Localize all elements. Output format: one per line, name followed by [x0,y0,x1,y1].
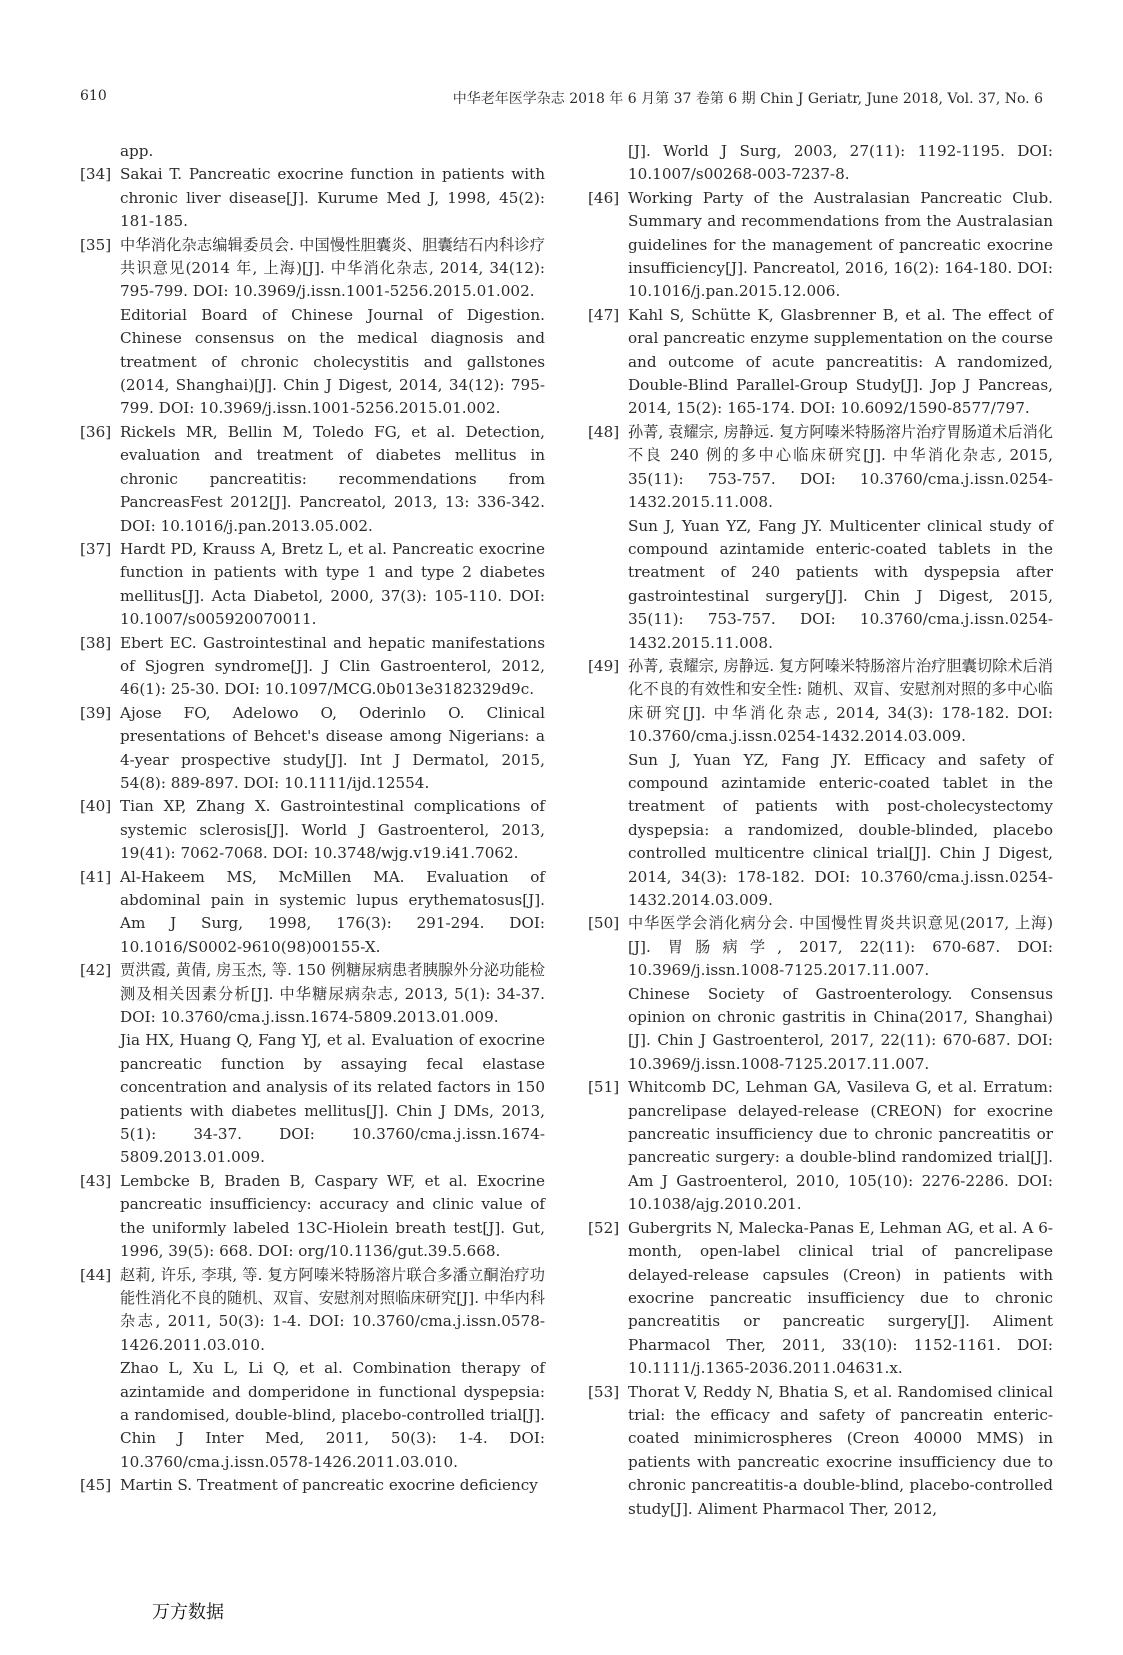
reference-text: Editorial Board of Chinese Journal of Digestion. Chinese consensus on the medical diagnosis and treatment of chronic cholecystitis and gallstones (2014, Shanghai)[J]. Chin J Digest, 2014, 34(12): 795-799. DOI: 10.3969/j.issn.1001-5256.2015.01.002. [120,305,545,418]
running-header [80,88,1043,110]
reference-entry [588,655,1053,912]
reference-text: 孙菁, 袁耀宗, 房静远. 复方阿嗪米特肠溶片治疗胃肠道术后消化不良 240 例的多中心临床研究[J]. 中华消化杂志, 2015, 35(11): 753-757. DOI: 10.3760/cma.j.issn.0254-1432.2015.11.008. [628,422,1053,512]
reference-text: Sun J, Yuan YZ, Fang JY. Multicenter clinical study of compound azintamide enteric-coated tablets in the treatment of 240 patients with dyspepsia after gastrointestinal surgery[J]. Chin J Digest, 2015, 35(11): 753-757. DOI: 10.3760/cma.j.issn.0254-1432.2015.11.008. [628,516,1053,652]
reference-number: [49] [588,656,620,675]
reference-number: [45] [80,1476,112,1495]
reference-entry [80,795,545,865]
reference-text: Martin S. Treatment of pancreatic exocrine deficiency [120,1476,538,1495]
reference-entry [80,1170,545,1264]
reference-number: [34] [80,165,112,184]
reference-number: [51] [588,1078,620,1097]
page-number: 610 [80,88,107,104]
reference-text: Al-Hakeem MS, McMillen MA. Evaluation of abdominal pain in systemic lupus erythematosus[J]. Am J Surg, 1998, 176(3): 291-294. DOI: 10.1016/S0002-9610(98)00155-X. [120,867,545,956]
reference-number: [40] [80,797,112,816]
reference-text: Zhao L, Xu L, Li Q, et al. Combination therapy of azintamide and domperidone in functional dyspepsia: a randomised, double-blind, placebo-controlled trial[J]. Chin J Inter Med, 2011, 50(3): 1-4. DOI: 10.3760/cma.j.issn.0578-1426.2011.03.010. [120,1359,545,1471]
reference-entry [80,421,545,538]
journal-citation: 中华老年医学杂志 2018 年 6 月第 37 卷第 6 期 Chin J Geriatr, June 2018, Vol. 37, No. 6 [452,91,1043,107]
reference-entry [588,187,1053,304]
reference-text: 贾洪霞, 黄倩, 房玉杰, 等. 150 例糖尿病患者胰腺外分泌功能检测及相关因素分析[J]. 中华糖尿病杂志, 2013, 5(1): 34-37. DOI: 10.3760/cma.j.issn.1674-5809.2013.01.009. [120,961,545,1027]
reference-number: [53] [588,1382,620,1401]
reference-number: [41] [80,867,112,886]
reference-number: [36] [80,422,112,441]
reference-number: [50] [588,914,620,933]
reference-text: Rickels MR, Bellin M, Toledo FG, et al. Detection, evaluation and treatment of diabetes mellitus in chronic pancreatitis: recommendations from PancreasFest 2012[J]. Pancreatol, 2013, 13: 336-342. DOI: 10.1016/j.pan.2013.05.002. [120,422,545,535]
reference-entry [588,1217,1053,1381]
reference-entry [80,1474,545,1497]
reference-text: Working Party of the Australasian Pancreatic Club. Summary and recommendations from the Australasian guidelines for the management of pancreatic exocrine insufficiency[J]. Pancreatol, 2016, 16(2): 164-180. DOI: 10.1016/j.pan.2015.12.006. [628,188,1053,301]
reference-number: [46] [588,188,620,207]
reference-text: Kahl S, Schütte K, Glasbrenner B, et al. The effect of oral pancreatic enzyme supplementation on the course and outcome of acute pancreatitis: A randomized, Double-Blind Parallel-Group Study[J]. Jop J Pancreas, 2014, 15(2): 165-174. DOI: 10.6092/1590-8577/797. [628,305,1053,418]
reference-text: Hardt PD, Krauss A, Bretz L, et al. Pancreatic exocrine function in patients with type 1 and type 2 diabetes mellitus[J]. Acta Diabetol, 2000, 37(3): 105-110. DOI: 10.1007/s005920070011. [120,539,545,629]
reference-entry [80,866,545,960]
reference-entry [588,1076,1053,1216]
reference-text: 孙菁, 袁耀宗, 房静远. 复方阿嗪米特肠溶片治疗胆囊切除术后消化不良的有效性和安全性: 随机、双盲、安慰剂对照的多中心临床研究[J]. 中华消化杂志, 2014, 34(3): 178-182. DOI: 10.3760/cma.j.issn.0254-1432.2014.03.009. [628,656,1053,746]
reference-entry [80,702,545,796]
reference-number: [35] [80,235,112,254]
wanfang-watermark: 万方数据 [152,1602,224,1623]
right-column [588,140,1053,1521]
reference-text: Thorat V, Reddy N, Bhatia S, et al. Randomised clinical trial: the efficacy and safety of pancreatin enteric-coated minimicrospheres (Creon 40000 MMS) in patients with pancreatic exocrine insufficiency due to chronic pancreatitis-a double-blind, placebo-controlled study[J]. Aliment Pharmacol Ther, 2012, [628,1382,1053,1518]
reference-text: Tian XP, Zhang X. Gastrointestinal complications of systemic sclerosis[J]. World J Gastroenterol, 2013, 19(41): 7062-7068. DOI: 10.3748/wjg.v19.i41.7062. [120,797,545,863]
reference-text: 赵莉, 许乐, 李琪, 等. 复方阿嗪米特肠溶片联合多潘立酮治疗功能性消化不良的随机、双盲、安慰剂对照临床研究[J]. 中华内科杂志, 2011, 50(3): 1-4. DOI: 10.3760/cma.j.issn.0578-1426.2011.03.010. [120,1265,545,1354]
reference-entry [80,538,545,632]
reference-text: Lembcke B, Braden B, Caspary WF, et al. Exocrine pancreatic insufficiency: accuracy and clinic value of the uniformly labeled 13C-Hiolein breath test[J]. Gut, 1996, 39(5): 668. DOI: org/10.1136/gut.39.5.668. [120,1171,545,1261]
reference-entry [588,421,1053,655]
reference-entry [80,163,545,233]
reference-entry [588,1381,1053,1521]
reference-number: [42] [80,961,112,980]
reference-number: [37] [80,539,112,558]
reference-text: Sun J, Yuan YZ, Fang JY. Efficacy and safety of compound azintamide enteric-coated tablet in the treatment of patients with post-cholecystectomy dyspepsia: a randomized, double-blinded, placebo controlled multicentre clinical trial[J]. Chin J Digest, 2014, 34(3): 178-182. DOI: 10.3760/cma.j.issn.0254-1432.2014.03.009. [628,750,1053,909]
reference-continuation: [J]. World J Surg, 2003, 27(11): 1192-1195. DOI: 10.1007/s00268-003-7237-8. [628,142,1053,184]
reference-entry [80,234,545,421]
reference-number: [43] [80,1171,112,1190]
reference-text: Jia HX, Huang Q, Fang YJ, et al. Evaluation of exocrine pancreatic function by assaying fecal elastase concentration and analysis of its related factors in 150 patients with diabetes mellitus[J]. Chin J DMs, 2013, 5(1): 34-37. DOI: 10.3760/cma.j.issn.1674-5809.2013.01.009. [120,1031,545,1167]
reference-entry [80,632,545,702]
reference-number: [47] [588,305,620,324]
reference-number: [38] [80,633,112,652]
reference-text: Sakai T. Pancreatic exocrine function in patients with chronic liver disease[J]. Kurume Med J, 1998, 45(2): 181-185. [120,165,545,231]
reference-number: [48] [588,422,620,441]
reference-number: [44] [80,1265,112,1284]
reference-text: Ajose FO, Adelowo O, Oderinlo O. Clinical presentations of Behcet's disease among Nigerians: a 4-year prospective study[J]. Int J Dermatol, 2015, 54(8): 889-897. DOI: 10.1111/ijd.12554. [120,703,545,792]
reference-number: [52] [588,1218,620,1237]
reference-text: Gubergrits N, Malecka-Panas E, Lehman AG, et al. A 6-month, open-label clinical trial of pancrelipase delayed-release capsules (Creon) in patients with exocrine pancreatic insufficiency due to chronic pancreatitis or pancreatic surgery[J]. Aliment Pharmacol Ther, 2011, 33(10): 1152-1161. DOI: 10.1111/j.1365-2036.2011.04631.x. [628,1218,1053,1378]
reference-text: Chinese Society of Gastroenterology. Consensus opinion on chronic gastritis in China(2017, Shanghai)[J]. Chin J Gastroenterol, 2017, 22(11): 670-687. DOI: 10.3969/j.issn.1008-7125.2017.11.007. [628,984,1053,1073]
reference-continuation: app. [120,142,154,160]
reference-entry [80,1264,545,1475]
reference-number: [39] [80,703,112,722]
left-column [80,140,545,1498]
reference-entry [588,304,1053,421]
reference-entry [80,959,545,1170]
reference-text: Ebert EC. Gastrointestinal and hepatic manifestations of Sjogren syndrome[J]. J Clin Gastroenterol, 2012, 46(1): 25-30. DOI: 10.1097/MCG.0b013e3182329d9c. [120,633,545,699]
reference-text: 中华医学会消化病分会. 中国慢性胃炎共识意见(2017, 上海)[J]. 胃肠病学, 2017, 22(11): 670-687. DOI: 10.3969/j.issn.1008-7125.2017.11.007. [628,914,1053,980]
reference-text: Whitcomb DC, Lehman GA, Vasileva G, et al. Erratum: pancrelipase delayed-release (CREON) for exocrine pancreatic insufficiency due to chronic pancreatitis or pancreatic surgery: a double-blind randomized trial[J]. Am J Gastroenterol, 2010, 105(10): 2276-2286. DOI: 10.1038/ajg.2010.201. [628,1078,1053,1214]
reference-text: 中华消化杂志编辑委员会. 中国慢性胆囊炎、胆囊结石内科诊疗共识意见(2014 年, 上海)[J]. 中华消化杂志, 2014, 34(12): 795-799. DOI: 10.3969/j.issn.1001-5256.2015.01.002. [120,235,545,301]
reference-entry [588,912,1053,1076]
